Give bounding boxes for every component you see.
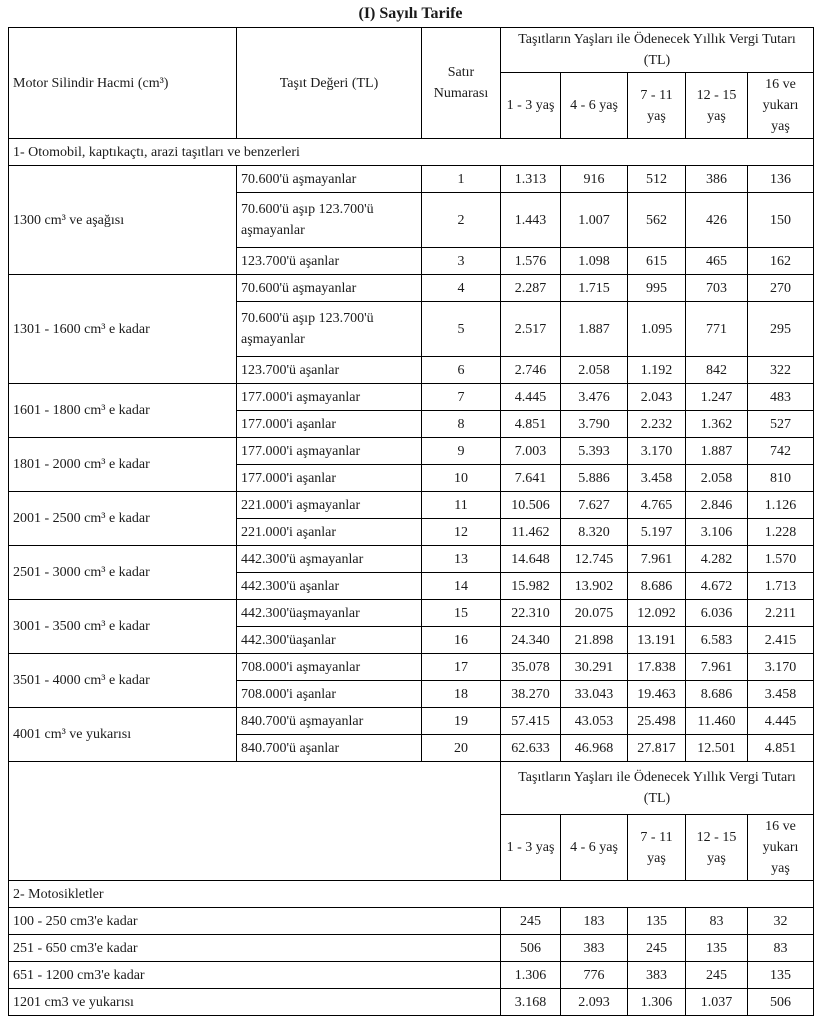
tax-cell: 916 [561,166,628,193]
age-column-header: 12 - 15 yaş [686,73,748,139]
tax-cell: 1.228 [748,519,814,546]
engine-capacity-cell: 1801 - 2000 cm³ e kadar [9,438,237,492]
tax-cell: 1.576 [501,248,561,275]
vehicle-value-cell: 123.700'ü aşanlar [237,248,422,275]
tax-cell: 25.498 [628,708,686,735]
tax-cell: 10.506 [501,492,561,519]
tax-cell: 2.058 [686,465,748,492]
engine-capacity-cell: 651 - 1200 cm3'e kadar [9,962,501,989]
tax-cell: 57.415 [501,708,561,735]
vehicle-value-cell: 442.300'ü aşanlar [237,573,422,600]
row-number-cell: 7 [422,384,501,411]
engine-capacity-cell: 251 - 650 cm3'e kadar [9,935,501,962]
row-number-cell: 17 [422,654,501,681]
tax-cell: 21.898 [561,627,628,654]
engine-capacity-header: Motor Silindir Hacmi (cm³) [9,28,237,139]
tax-cell: 135 [628,908,686,935]
tax-cell: 295 [748,302,814,357]
tax-cell: 11.460 [686,708,748,735]
tax-cell: 426 [686,193,748,248]
tax-cell: 6.583 [686,627,748,654]
engine-capacity-cell: 1301 - 1600 cm³ e kadar [9,275,237,384]
row-number-cell: 6 [422,357,501,384]
engine-capacity-cell: 1300 cm³ ve aşağısı [9,166,237,275]
vehicle-value-header: Taşıt Değeri (TL) [237,28,422,139]
tax-by-age-header: Taşıtların Yaşları ile Ödenecek Yıllık Vergi Tutarı (TL) [501,762,814,815]
table-row [9,708,814,735]
tax-cell: 6.036 [686,600,748,627]
vehicle-value-cell: 70.600'ü aşıp 123.700'ü aşmayanlar [237,193,422,248]
row-number-cell: 19 [422,708,501,735]
tax-cell: 3.458 [628,465,686,492]
tax-cell: 1.247 [686,384,748,411]
tax-cell: 512 [628,166,686,193]
tax-cell: 3.170 [628,438,686,465]
tax-cell: 83 [748,935,814,962]
age-column-header: 16 ve yukarı yaş [748,73,814,139]
tax-cell: 842 [686,357,748,384]
vehicle-value-cell: 177.000'i aşanlar [237,465,422,492]
tax-cell: 14.648 [501,546,561,573]
tax-cell: 703 [686,275,748,302]
section-label: 2- Motosikletler [9,881,814,908]
tax-cell: 24.340 [501,627,561,654]
tax-cell: 615 [628,248,686,275]
vehicle-value-cell: 442.300'üaşmayanlar [237,600,422,627]
section-row [9,881,814,908]
row-number-cell: 8 [422,411,501,438]
vehicle-value-cell: 221.000'i aşmayanlar [237,492,422,519]
table-row [9,546,814,573]
tax-cell: 483 [748,384,814,411]
header-row-1 [9,28,814,73]
tax-cell: 38.270 [501,681,561,708]
tax-cell: 7.627 [561,492,628,519]
row-number-cell: 20 [422,735,501,762]
tax-cell: 5.197 [628,519,686,546]
tax-cell: 32 [748,908,814,935]
tax-cell: 17.838 [628,654,686,681]
table-row [9,438,814,465]
tax-cell: 3.790 [561,411,628,438]
tax-cell: 1.570 [748,546,814,573]
tax-cell: 1.192 [628,357,686,384]
row-number-cell: 1 [422,166,501,193]
tax-cell: 1.007 [561,193,628,248]
tax-cell: 3.170 [748,654,814,681]
tax-cell: 5.393 [561,438,628,465]
vehicle-value-cell: 123.700'ü aşanlar [237,357,422,384]
engine-capacity-cell: 4001 cm³ ve yukarısı [9,708,237,762]
tax-by-age-header: Taşıtların Yaşları ile Ödenecek Yıllık Vergi Tutarı (TL) [501,28,814,73]
tax-cell: 46.968 [561,735,628,762]
tax-cell: 2.043 [628,384,686,411]
tax-cell: 1.713 [748,573,814,600]
tax-cell: 7.961 [628,546,686,573]
tax-cell: 506 [748,989,814,1016]
vehicle-value-cell: 840.700'ü aşmayanlar [237,708,422,735]
row-number-cell: 12 [422,519,501,546]
tax-cell: 1.095 [628,302,686,357]
vehicle-value-cell: 70.600'ü aşmayanlar [237,275,422,302]
header-row-3 [9,762,814,815]
tax-cell: 11.462 [501,519,561,546]
tax-cell: 270 [748,275,814,302]
section-label: 1- Otomobil, kaptıkaçtı, arazi taşıtları ve benzerleri [9,139,814,166]
tax-cell: 5.886 [561,465,628,492]
vehicle-value-cell: 840.700'ü aşanlar [237,735,422,762]
tax-cell: 465 [686,248,748,275]
vehicle-value-cell: 70.600'ü aşıp 123.700'ü aşmayanlar [237,302,422,357]
tax-cell: 1.126 [748,492,814,519]
engine-capacity-cell: 1601 - 1800 cm³ e kadar [9,384,237,438]
tax-cell: 8.320 [561,519,628,546]
vehicle-value-cell: 708.000'i aşmayanlar [237,654,422,681]
row-number-header: Satır Numarası [422,28,501,139]
tax-cell: 1.443 [501,193,561,248]
tax-cell: 135 [748,962,814,989]
row-number-cell: 3 [422,248,501,275]
tax-cell: 1.887 [561,302,628,357]
tax-cell: 43.053 [561,708,628,735]
tax-cell: 183 [561,908,628,935]
tax-cell: 19.463 [628,681,686,708]
row-number-cell: 2 [422,193,501,248]
table-row [9,275,814,302]
tax-cell: 1.887 [686,438,748,465]
tax-cell: 15.982 [501,573,561,600]
tax-cell: 2.846 [686,492,748,519]
tax-cell: 2.517 [501,302,561,357]
engine-capacity-cell: 2501 - 3000 cm³ e kadar [9,546,237,600]
table-row [9,962,814,989]
row-number-cell: 10 [422,465,501,492]
tax-cell: 22.310 [501,600,561,627]
section-row [9,139,814,166]
tax-cell: 150 [748,193,814,248]
tax-cell: 83 [686,908,748,935]
tax-cell: 2.287 [501,275,561,302]
tax-cell: 135 [686,935,748,962]
vehicle-value-cell: 70.600'ü aşmayanlar [237,166,422,193]
tax-cell: 1.362 [686,411,748,438]
row-number-cell: 14 [422,573,501,600]
age-column-header: 1 - 3 yaş [501,815,561,881]
age-column-header: 16 ve yukarı yaş [748,815,814,881]
tax-cell: 4.851 [748,735,814,762]
age-column-header: 1 - 3 yaş [501,73,561,139]
engine-capacity-cell: 3501 - 4000 cm³ e kadar [9,654,237,708]
row-number-cell: 13 [422,546,501,573]
vehicle-value-cell: 177.000'i aşmayanlar [237,384,422,411]
table-row [9,654,814,681]
tax-cell: 7.961 [686,654,748,681]
tax-cell: 20.075 [561,600,628,627]
tax-cell: 162 [748,248,814,275]
tax-cell: 3.476 [561,384,628,411]
row-number-cell: 16 [422,627,501,654]
tax-cell: 12.745 [561,546,628,573]
tax-cell: 562 [628,193,686,248]
tax-cell: 3.106 [686,519,748,546]
tax-cell: 12.092 [628,600,686,627]
tax-cell: 1.715 [561,275,628,302]
tax-cell: 2.211 [748,600,814,627]
tax-cell: 8.686 [628,573,686,600]
tax-cell: 245 [686,962,748,989]
tax-cell: 35.078 [501,654,561,681]
tax-cell: 2.415 [748,627,814,654]
engine-capacity-cell: 2001 - 2500 cm³ e kadar [9,492,237,546]
engine-capacity-cell: 100 - 250 cm3'e kadar [9,908,501,935]
age-column-header: 7 - 11 yaş [628,73,686,139]
table-row [9,935,814,962]
tax-cell: 4.282 [686,546,748,573]
tax-cell: 2.746 [501,357,561,384]
vehicle-value-cell: 708.000'i aşanlar [237,681,422,708]
table-row [9,989,814,1016]
age-column-header: 12 - 15 yaş [686,815,748,881]
tax-cell: 3.458 [748,681,814,708]
tax-cell: 30.291 [561,654,628,681]
row-number-cell: 11 [422,492,501,519]
tax-cell: 33.043 [561,681,628,708]
tax-cell: 742 [748,438,814,465]
tax-cell: 4.445 [748,708,814,735]
tax-cell: 7.003 [501,438,561,465]
tax-cell: 3.168 [501,989,561,1016]
tax-cell: 386 [686,166,748,193]
table-row [9,600,814,627]
row-number-cell: 15 [422,600,501,627]
tax-cell: 383 [561,935,628,962]
page-title: (I) Sayılı Tarife [358,5,463,22]
tax-cell: 4.851 [501,411,561,438]
vehicle-value-cell: 221.000'i aşanlar [237,519,422,546]
vehicle-value-cell: 442.300'ü aşmayanlar [237,546,422,573]
tax-cell: 4.445 [501,384,561,411]
tax-cell: 27.817 [628,735,686,762]
tax-cell: 1.306 [628,989,686,1016]
engine-capacity-cell: 3001 - 3500 cm³ e kadar [9,600,237,654]
tax-cell: 136 [748,166,814,193]
table-row [9,384,814,411]
tax-cell: 4.672 [686,573,748,600]
row-number-cell: 9 [422,438,501,465]
table-row [9,166,814,193]
age-column-header: 4 - 6 yaş [561,73,628,139]
blank-cell [9,762,501,881]
tax-cell: 12.501 [686,735,748,762]
tax-cell: 995 [628,275,686,302]
tax-cell: 506 [501,935,561,962]
tax-cell: 2.232 [628,411,686,438]
tax-cell: 383 [628,962,686,989]
age-column-header: 7 - 11 yaş [628,815,686,881]
tax-cell: 245 [628,935,686,962]
row-number-cell: 4 [422,275,501,302]
tax-cell: 771 [686,302,748,357]
tariff-table [8,27,814,1016]
vehicle-value-cell: 177.000'i aşmayanlar [237,438,422,465]
engine-capacity-cell: 1201 cm3 ve yukarısı [9,989,501,1016]
vehicle-value-cell: 442.300'üaşanlar [237,627,422,654]
tax-cell: 2.093 [561,989,628,1016]
tax-cell: 13.191 [628,627,686,654]
tax-cell: 1.306 [501,962,561,989]
tax-cell: 1.098 [561,248,628,275]
vehicle-value-cell: 177.000'i aşanlar [237,411,422,438]
tax-cell: 527 [748,411,814,438]
row-number-cell: 5 [422,302,501,357]
tax-cell: 1.313 [501,166,561,193]
row-number-cell: 18 [422,681,501,708]
tax-cell: 4.765 [628,492,686,519]
tax-cell: 245 [501,908,561,935]
tax-cell: 1.037 [686,989,748,1016]
table-row [9,908,814,935]
tax-cell: 13.902 [561,573,628,600]
tax-cell: 776 [561,962,628,989]
tax-cell: 7.641 [501,465,561,492]
tax-cell: 8.686 [686,681,748,708]
age-column-header: 4 - 6 yaş [561,815,628,881]
table-row [9,492,814,519]
tax-cell: 810 [748,465,814,492]
tax-cell: 322 [748,357,814,384]
tax-cell: 2.058 [561,357,628,384]
tax-cell: 62.633 [501,735,561,762]
